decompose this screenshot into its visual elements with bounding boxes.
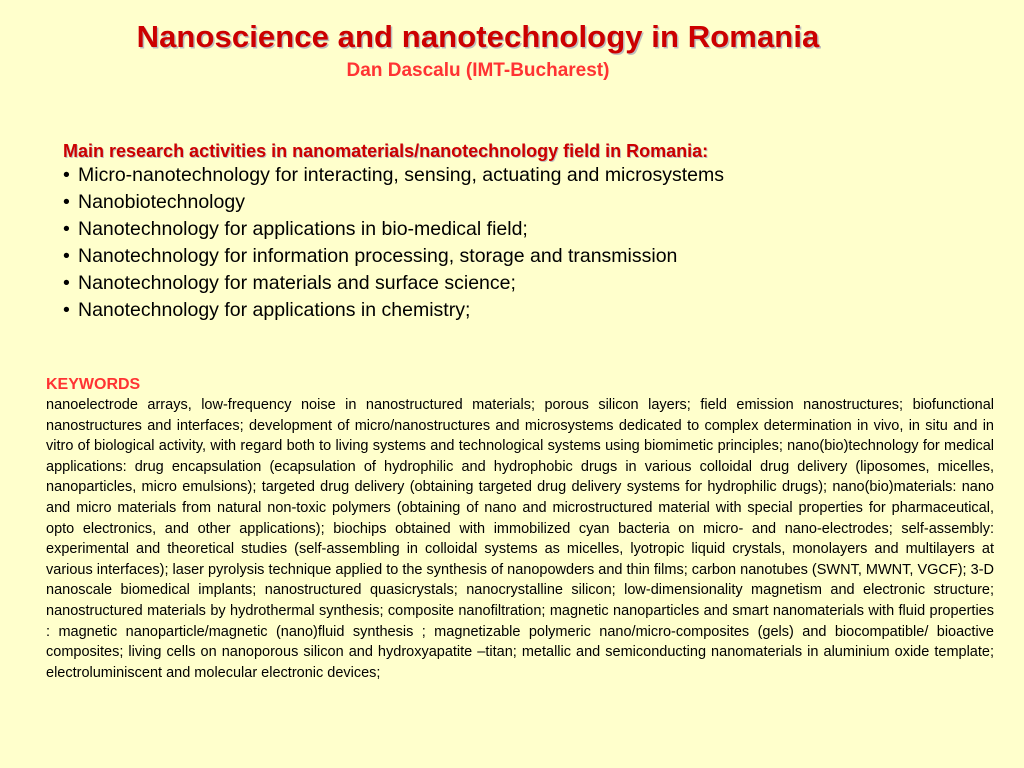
- keywords-heading: KEYWORDS: [46, 376, 141, 393]
- activity-item: [63, 243, 963, 270]
- activity-item-text: Nanotechnology for applications in chemistry;: [78, 299, 471, 321]
- activity-item-text: Nanotechnology for applications in bio-medical field;: [78, 218, 528, 240]
- activity-item: [63, 189, 963, 216]
- activity-item-text: Nanotechnology for information processing, storage and transmission: [78, 245, 678, 267]
- activities-section: [63, 140, 963, 324]
- slide-subtitle: Dan Dascalu (IMT-Bucharest): [346, 60, 610, 81]
- activity-item-text: Micro-nanotechnology for interacting, sensing, actuating and microsystems: [78, 164, 724, 186]
- slide-title: Nanoscience and nanotechnology in Romania: [136, 19, 820, 54]
- bullet: •: [63, 299, 70, 321]
- activity-item-text: Nanotechnology for materials and surface science;: [78, 272, 516, 294]
- activities-list: [63, 162, 963, 324]
- activity-item: [63, 162, 963, 189]
- activity-item: [63, 270, 963, 297]
- activities-heading: Main research activities in nanomaterials/nanotechnology field in Romania:: [63, 141, 709, 161]
- activity-item: [63, 297, 963, 324]
- bullet: •: [63, 245, 70, 267]
- activity-item-text: Nanobiotechnology: [78, 191, 245, 213]
- bullet: •: [63, 272, 70, 294]
- bullet: •: [63, 191, 70, 213]
- keywords-section: [46, 375, 994, 683]
- activity-item: [63, 216, 963, 243]
- keywords-text: nanoelectrode arrays, low-frequency noise in nanostructured materials; porous silicon layers; field emission nanostructures; biofunctional nanostructures and interfaces; development of micro/nanostructures and microsystems dedicated to complex determination in vivo, in situ and in vitro of biological activity, with regard both to living systems and technological systems using biomimetic principles; nano(bio)technology for medical applications: drug encapsulation (ecapsulation of hydrophilic and hydrophobic drugs in various colloidal drug delivery (liposomes, micelles, nanoparticles, micro emulsions); targeted drug delivery (obtaining targeted drug delivery systems for hydrophilic drugs); nano(bio)materials: nano and micro materials from natural non-toxic polymers (obtaining of nano and microstructured material with special properties for pharmaceutical, opto electronics, and other applications); biochips obtained with immobilized cyan bacteria on micro- and nano-electrodes; self-assembly: experimental and theoretical studies (self-assembling in colloidal systems as micelles, lyotropic liquid crystals, monolayers and multilayers at various interfaces); laser pyrolysis technique applied to the synthesis of nanopowders and thin films; carbon nanotubes (SWNT, MWNT, VGCF); 3-D nanoscale biomedical implants; nanostructured quasicrystals; nanocrystalline silicon; low-dimensionality magnetism and electronic structure; nanostructured materials by hydrothermal synthesis; composite nanofiltration; magnetic nanoparticles and smart nanomaterials with fluid properties : magnetic nanoparticle/magnetic (nano)fluid synthesis ; magnetizable polymeric nano/micro-composites (gels) and biocompatible/ bioactive composites; living cells on nanoporous silicon and hydroxyapatite –titan; metallic and semiconducting nanomaterials in aluminium oxide template; electroluminiscent and molecular electronic devices;: [46, 397, 994, 681]
- bullet: •: [63, 164, 70, 186]
- bullet: •: [63, 218, 70, 240]
